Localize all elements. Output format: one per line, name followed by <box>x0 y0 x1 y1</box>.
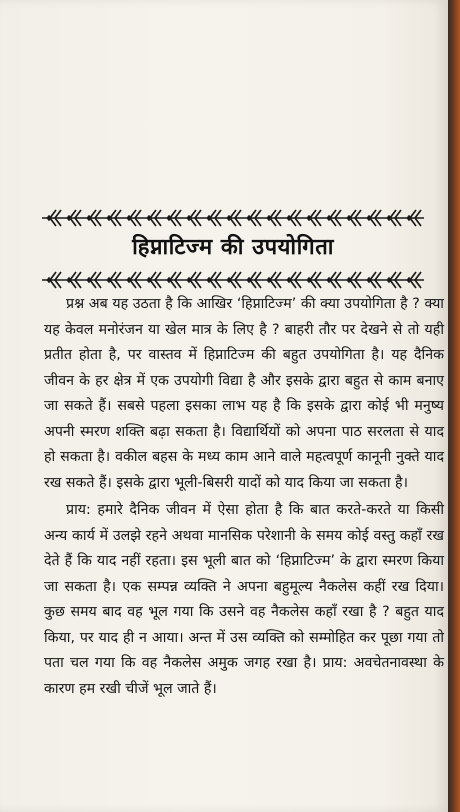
paragraph-1: प्रश्न अब यह उठता है कि आखिर ‘हिप्नाटिज्म’ की क्या उपयोगिता है ? क्या यह केवल मनोरंजन या खेल मात्र के लिए है ? बाहरी तौर पर देखने से तो यही प्रतीत होता है, पर वास्तव में हिप्नाटिज्म की बहुत उपयोगिता है। यह दैनिक जीवन के हर क्षेत्र में एक उपयोगी विद्या है और इसके द्वारा बहुत से काम बनाए जा सकते हैं। सबसे पहला इसका लाभ यह है कि इसके द्वारा कोई भी मनुष्य अपनी स्मरण शक्ति बढ़ा सकता है। विद्यार्थियों को अपना पाठ सरलता से याद हो सकता है। वकील बहस के मध्य काम आने वाले महत्वपूर्ण कानूनी नुक्ते याद रख सकते हैं। इसके द्वारा भूली-बिसरी यादों को याद किया जा सकता है। <box>44 296 444 491</box>
book-cover-edge <box>448 0 460 812</box>
paragraph-2: प्राय: हमारे दैनिक जीवन में ऐसा होता है कि बात करते-करते या किसी अन्य कार्य में उलझे रहने अथवा मानसिक परेशानी के समय कोई वस्तु कहाँ रख देते हैं कि याद नहीं रहता। इस भूली बात को ‘हिप्नाटिज्म’ के द्वारा स्मरण किया जा सकता है। एक सम्पन्न व्यक्ति ने अपना बहुमूल्य नैकलेस कहीं रख दिया। कुछ समय बाद वह भूल गया कि उसने वह नैकलेस कहाँ रखा है ? बहुत याद किया, पर याद ही न आया। अन्त में उस व्यक्ति को सम्मोहित कर पूछा गया तो पता चल गया कि वह नैकलेस अमुक जगह रखा है। प्राय: अवचेतनावस्था के कारण हम रखी चीजें भूल जाते हैं। <box>44 502 444 697</box>
body-text <box>44 292 444 704</box>
decorative-border-top <box>40 206 426 230</box>
section-heading: हिप्नाटिज्म की उपयोगिता <box>132 235 334 260</box>
decorative-border-bottom <box>40 268 426 292</box>
